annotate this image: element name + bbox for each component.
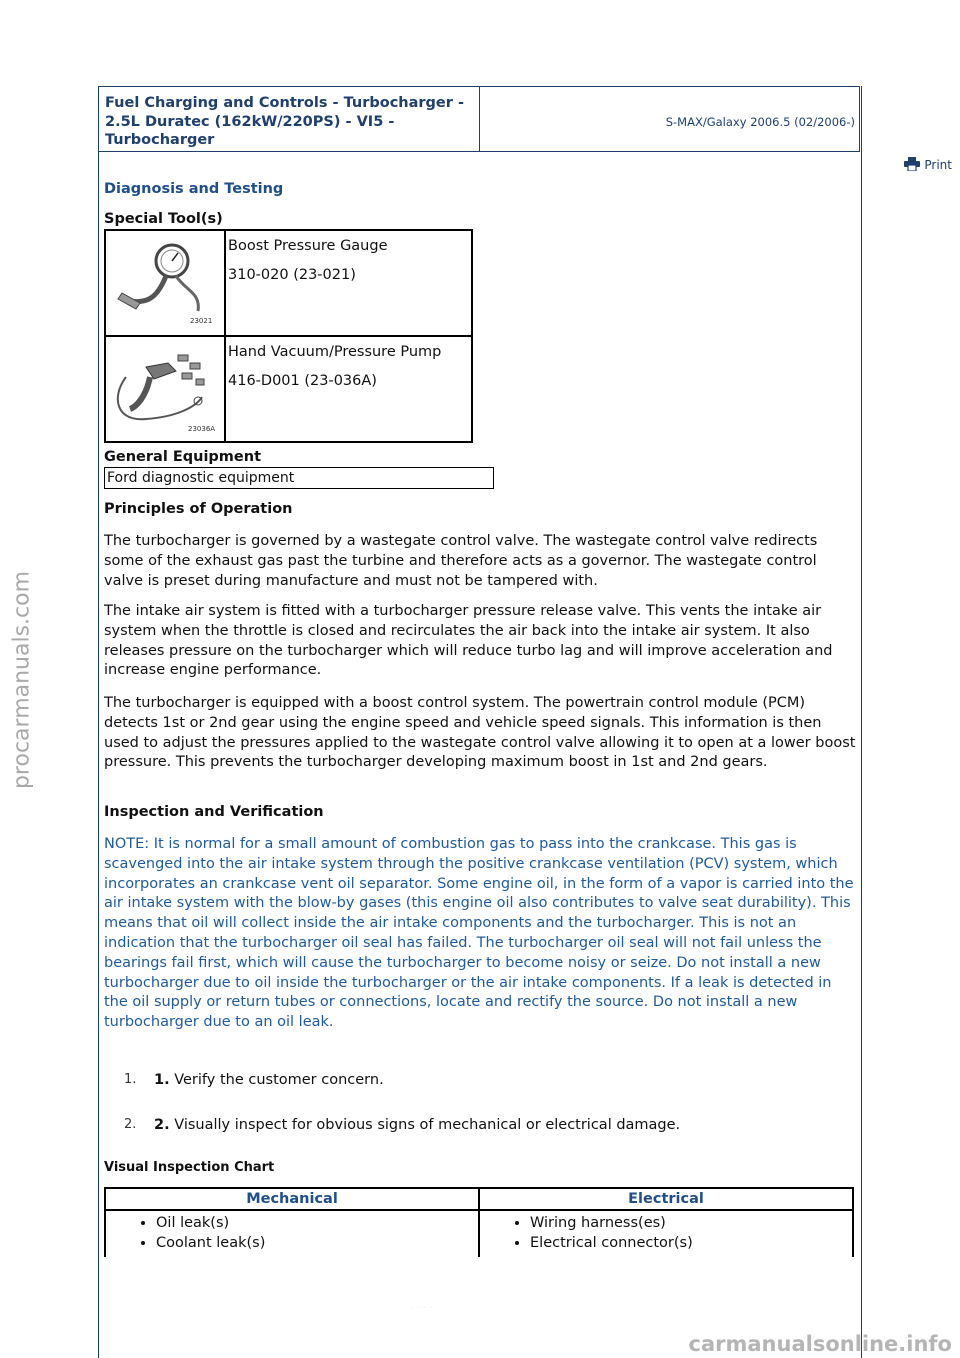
general-equipment-heading: General Equipment [104,449,262,465]
step-bold-number: 2. [154,1117,170,1133]
tool-code: 310-020 (23-021) [228,267,356,283]
tool-image-label: 23021 [190,317,213,325]
tool-info [225,230,472,336]
table-header-row [105,1188,853,1210]
special-tools-table [104,229,473,443]
inspection-note: NOTE: It is normal for a small amount of combustion gas to pass into the crankcase. This gas is scavenged into the air intake system through the positive crankcase ventilation (PCV) system, which incorporates an crankcase vent oil separator. Some engine oil, in the form of a vapor is carried into the air intake system with the blow-by gases (this engine oil also contributes to valve seat durability). This means that oil will collect inside the air intake components and the turbocharger. This is not an indication that the turbocharger oil seal has failed. The turbocharger oil seal will not fail unless the bearings fail first, which will cause the turbocharger to become noisy or seize. Do not install a new turbocharger due to oil inside the turbocharger or the air intake components. If a leak is detected in the oil supply or return tubes or connections, locate and rectify the source. Do not install a new turbocharger due to an oil leak. [104,836,854,1031]
tool-code: 416-D001 (23-036A) [228,373,377,389]
document-header [98,86,860,152]
step-number: 1. [124,1072,137,1087]
column-header-electrical: Electrical [479,1188,853,1210]
step-bold-number: 1. [154,1072,170,1088]
mechanical-cell [105,1210,479,1257]
list-item: • Oil leak(s) [156,1213,478,1233]
principles-paragraph: The intake air system is fitted with a turbocharger pressure release valve. This vents the intake air system when the throttle is closed and recirculates the air back into the intake air system. It also releases pressure on the turbocharger which will reduce turbo lag and will improve acceleration and increase engine performance. [104,603,833,679]
footer-watermark: carmanualsonline.info [688,1332,952,1356]
vehicle-model: S-MAX/Galaxy 2006.5 (02/2006-) [665,115,855,129]
print-label: Print [924,158,952,172]
vacuum-pump-image [105,336,225,442]
header-divider [479,87,480,151]
tool-row [105,230,472,336]
step-text: Visually inspect for obvious signs of mechanical or electrical damage. [174,1117,681,1133]
visual-inspection-table [104,1187,854,1257]
step-number: 2. [124,1117,137,1132]
side-watermark-text: procarmanuals.com [9,570,35,790]
visual-chart-title: Visual Inspection Chart [104,1160,275,1175]
table-row [105,1210,853,1257]
printer-icon [904,157,920,171]
list-item: • Electrical connector(s) [530,1233,852,1253]
list-item: • Wiring harness(es) [530,1213,852,1233]
print-button[interactable] [904,157,952,172]
principles-paragraph: The turbocharger is governed by a wastegate control valve. The wastegate control valve redirects some of the exhaust gas past the turbine and therefore acts as a governor. The wastegate control valve is preset during manufacture and must not be tampered with. [104,533,818,589]
document-title: Fuel Charging and Controls - Turbocharger - 2.5L Duratec (162kW/220PS) - VI5 - Turbocharger [105,95,464,148]
section-title: Diagnosis and Testing [104,181,284,197]
tool-name: Hand Vacuum/Pressure Pump [228,344,442,360]
faint-footer: · · · · [410,1303,433,1314]
list-item: • Coolant leak(s) [156,1233,478,1253]
side-watermark [8,540,36,820]
principles-paragraph: The turbocharger is equipped with a boost control system. The powertrain control module (PCM) detects 1st or 2nd gear using the engine speed and vehicle speed signals. This information is then used to adjust the pressures applied to the wastegate control valve allowing it to open at a lower boost pressure. This prevents the turbocharger developing maximum boost in 1st and 2nd gears. [104,695,856,771]
step-text: Verify the customer concern. [174,1072,384,1088]
column-header-mechanical: Mechanical [105,1188,479,1210]
tool-info [225,336,472,442]
principles-heading: Principles of Operation [104,501,293,517]
boost-gauge-image [105,230,225,336]
electrical-cell [479,1210,853,1257]
tool-image-label: 23036A [188,425,216,433]
inspection-heading: Inspection and Verification [104,804,324,820]
tool-row [105,336,472,442]
equipment-item: Ford diagnostic equipment [104,467,494,489]
tool-name: Boost Pressure Gauge [228,238,388,254]
special-tools-heading: Special Tool(s) [104,211,223,227]
